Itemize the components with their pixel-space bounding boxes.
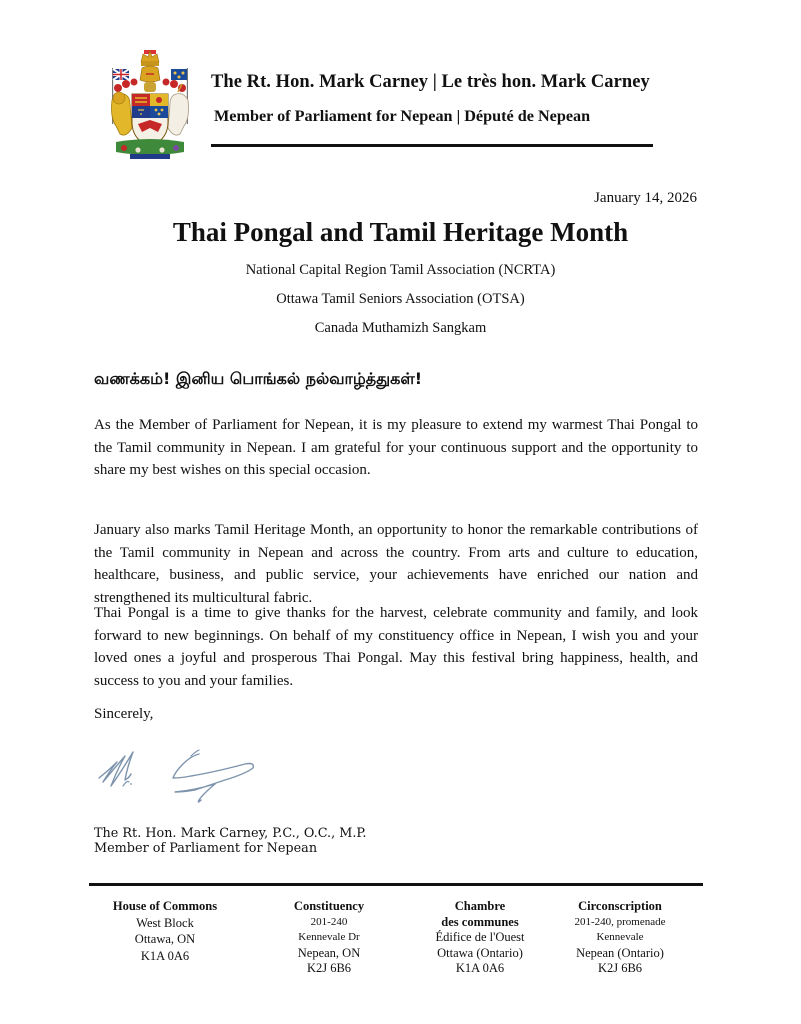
header-divider — [211, 144, 653, 147]
signer-name: The Rt. Hon. Mark Carney, P.C., O.C., M.P. — [94, 826, 367, 841]
coat-of-arms-logo — [108, 48, 192, 164]
recipient-line: Canada Muthamizh Sangkam — [314, 320, 487, 336]
header-role-line: Member of Parliament for Nepean | Député de Nepean — [214, 107, 591, 125]
body-paragraph: January also marks Tamil Heritage Month, an opportunity to honor the remarkable contributions of the Tamil community in Nepean and across the country. From arts and culture to education, healthcare, business, and public service, your achievements have enriched our nation and strengthened its multicultural fabric. — [94, 522, 698, 606]
footer-column-circonscription — [555, 899, 685, 977]
footer-heading: Chambre — [454, 899, 506, 913]
letter-title: Thai Pongal and Tamil Heritage Month — [172, 217, 629, 247]
footer-line: West Block — [136, 915, 194, 930]
footer-divider — [89, 883, 703, 886]
footer-line: 201-240 — [310, 915, 348, 928]
footer-line: K1A 0A6 — [140, 948, 190, 963]
footer-line: K1A 0A6 — [455, 961, 505, 975]
footer-line: Édifice de l'Ouest — [435, 930, 525, 944]
body-paragraph: As the Member of Parliament for Nepean, it is my pleasure to extend my warmest Thai Pongal to the Tamil community in Nepean. I am grateful for your continuous support and the opportunity to share my best wishes on this special occasion. — [94, 417, 698, 478]
closing: Sincerely, — [94, 706, 154, 722]
recipient-line: Ottawa Tamil Seniors Association (OTSA) — [276, 291, 525, 307]
footer-line: K2J 6B6 — [597, 961, 643, 975]
footer-heading-line2: des communes — [441, 914, 519, 929]
tamil-greeting: வணக்கம்! இனிய பொங்கல் நல்வாழ்த்துகள்! — [94, 369, 423, 388]
footer-line: Ottawa (Ontario) — [437, 945, 523, 960]
footer-line: K2J 6B6 — [306, 961, 352, 975]
handwritten-signature — [95, 742, 265, 807]
recipient-line: National Capital Region Tamil Association (NCRTA) — [245, 262, 556, 278]
footer-line: Nepean (Ontario) — [576, 945, 664, 960]
footer-heading: House of Commons — [112, 899, 218, 913]
footer-line: Ottawa, ON — [134, 932, 196, 946]
header-name-line: The Rt. Hon. Mark Carney | Le très hon. Mark Carney — [211, 72, 650, 92]
signer-block — [94, 827, 367, 856]
signer-title: Member of Parliament for Nepean — [94, 840, 318, 856]
footer-line: Kennevale — [596, 931, 644, 943]
letter-date: January 14, 2026 — [594, 190, 697, 206]
body-paragraph: Thai Pongal is a time to give thanks for the harvest, celebrate community and family, and look forward to new beginnings. On behalf of my constituency office in Nepean, I wish you and your loved ones a joyful and prosperous Thai Pongal. May this festival bring happiness, health, and success to you and your families. — [94, 605, 698, 689]
footer-column-constituency — [264, 899, 394, 977]
footer-heading: Constituency — [293, 899, 365, 913]
footer-line: 201-240, promenade — [574, 915, 666, 928]
footer-column-chambre-des-communes — [420, 899, 540, 977]
footer-line: Nepean, ON — [297, 945, 361, 960]
footer-column-house-of-commons — [105, 899, 225, 964]
footer-heading: Circonscription — [578, 899, 662, 913]
footer-line: Kennevale Dr — [298, 931, 360, 943]
